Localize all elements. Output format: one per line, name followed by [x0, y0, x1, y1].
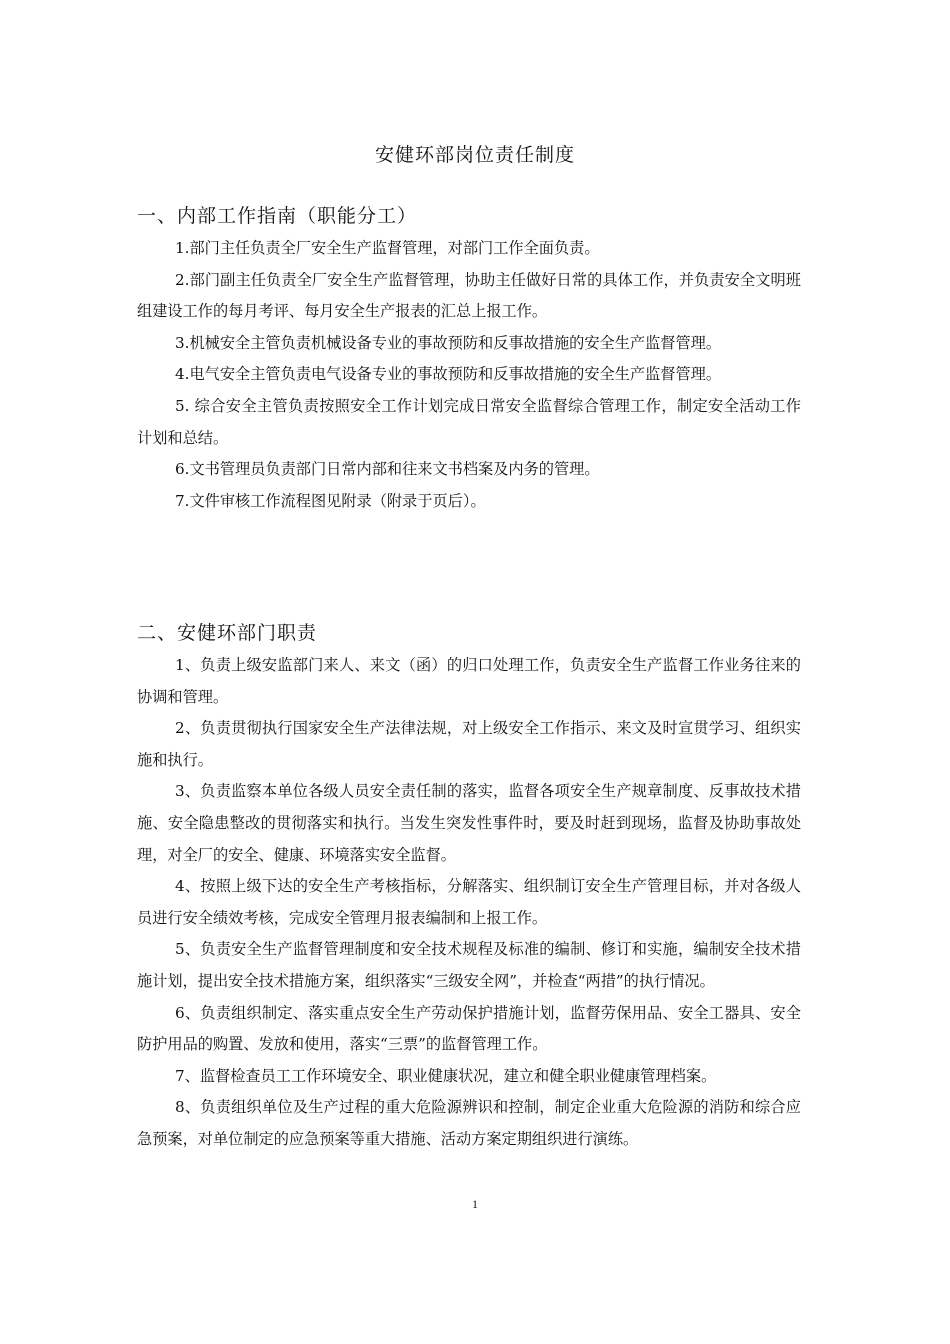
page-number: 1: [472, 1197, 478, 1211]
list-item: 6.文书管理员负责部门日常内部和往来文书档案及内务的管理。: [175, 460, 600, 479]
list-item: 1.部门主任负责全厂安全生产监督管理，对部门工作全面负责。: [175, 239, 600, 257]
section-department-duties: [137, 620, 801, 1156]
list-item: 8、负责组织单位及生产过程的重大危险源辨识和控制，制定企业重大危险源的消防和综合应急预案，对单位制定的应急预案等重大措施、活动方案定期组织进行演练。: [137, 1098, 801, 1148]
list-item: 4、按照上级下达的安全生产考核指标，分解落实、组织制订安全生产管理目标，并对各级人员进行安全绩效考核，完成安全管理月报表编制和上报工作。: [137, 877, 801, 927]
list-item: 2、负责贯彻执行国家安全生产法律法规，对上级安全工作指示、来文及时宣贯学习、组织实施和执行。: [137, 719, 801, 769]
section-internal-guide: [137, 203, 801, 517]
list-item: 2.部门副主任负责全厂安全生产监督管理，协助主任做好日常的具体工作，并负责安全文明班组建设工作的每月考评、每月安全生产报表的汇总上报工作。: [137, 270, 801, 321]
list-item: 4.电气安全主管负责电气设备专业的事故预防和反事故措施的安全生产监督管理。: [175, 365, 722, 384]
list-item: 1、负责上级安监部门来人、来文（函）的归口处理工作，负责安全生产监督工作业务往来的协调和管理。: [137, 656, 801, 706]
list-item: 3、负责监察本单位各级人员安全责任制的落实，监督各项安全生产规章制度、反事故技术措施、安全隐患整改的贯彻落实和执行。当发生突发性事件时，要及时赶到现场，监督及协助事故处理，对全厂的安全、健康、环境落实安全监督。: [137, 782, 801, 864]
list-item: 6、负责组织制定、落实重点安全生产劳动保护措施计划，监督劳保用品、安全工器具、安全防护用品的购置、发放和使用，落实“三票”的监督管理工作。: [137, 1003, 801, 1054]
list-item: 3.机械安全主管负责机械设备专业的事故预防和反事故措施的安全生产监督管理。: [175, 333, 722, 352]
list-item: 5、负责安全生产监督管理制度和安全技术规程及标准的编制、修订和实施，编制安全技术措施计划，提出安全技术措施方案，组织落实“三级安全网”，并检查“两措”的执行情况。: [137, 940, 801, 990]
section-heading: 一、内部工作指南（职能分工）: [137, 205, 418, 227]
document-title: 安健环部岗位责任制度: [374, 144, 575, 166]
list-item: 5. 综合安全主管负责按照安全工作计划完成日常安全监督综合管理工作，制定安全活动工作计划和总结。: [137, 396, 801, 447]
list-item: 7、监督检查员工工作环境安全、职业健康状况，建立和健全职业健康管理档案。: [175, 1066, 717, 1085]
section-heading: 二、安健环部门职责: [137, 622, 318, 644]
list-item: 7.文件审核工作流程图见附录（附录于页后）。: [175, 491, 486, 510]
